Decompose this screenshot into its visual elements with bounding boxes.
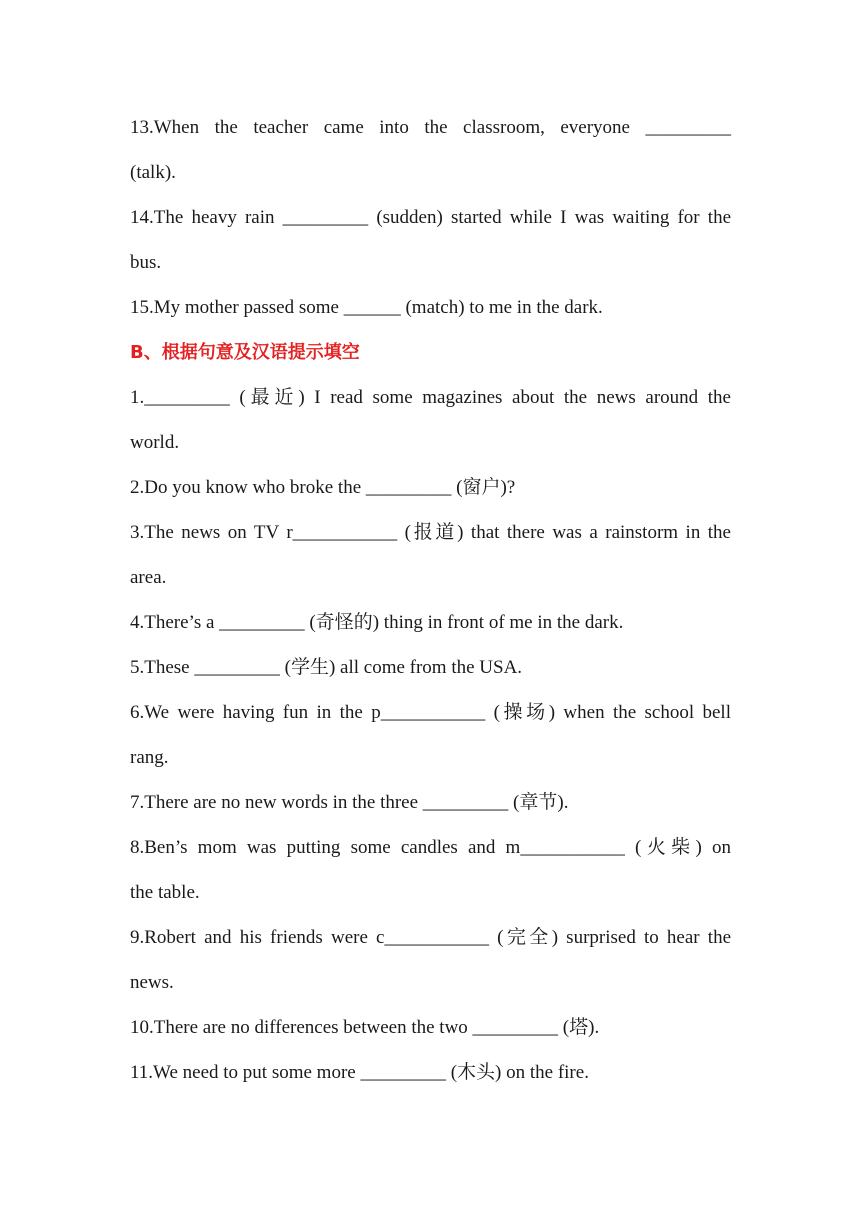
question-15	[130, 285, 731, 330]
question-b-3	[130, 510, 731, 600]
question-b-2	[130, 465, 731, 510]
question-line: 4.There’s a _________ (奇怪的) thing in front of me in the dark.	[130, 612, 624, 633]
question-line: world.	[130, 432, 180, 453]
question-line: 6.We were having fun in the p___________ (操场) when the school bell	[130, 702, 731, 723]
question-line: 5.These _________ (学生) all come from the USA.	[130, 657, 523, 678]
question-line: 8.Ben’s mom was putting some candles and m___________ (火柴) on	[130, 837, 731, 858]
question-line: rang.	[130, 747, 169, 768]
question-b-6	[130, 690, 731, 780]
question-b-5	[130, 645, 731, 690]
question-b-4	[130, 600, 731, 645]
question-line: area.	[130, 567, 167, 588]
question-b-1	[130, 375, 731, 465]
question-line: 9.Robert and his friends were c___________ (完全) surprised to hear the	[130, 927, 731, 948]
question-line: 3.The news on TV r___________ (报道) that there was a rainstorm in the	[130, 522, 731, 543]
question-line: news.	[130, 972, 174, 993]
question-line: (talk).	[130, 162, 176, 183]
question-line: 13.When the teacher came into the classroom, everyone _________	[130, 117, 731, 138]
question-line: 15.My mother passed some ______ (match) to me in the dark.	[130, 297, 603, 318]
question-b-10	[130, 1005, 731, 1050]
worksheet-page	[130, 105, 731, 1095]
question-line: bus.	[130, 252, 162, 273]
section-b-heading: B、根据句意及汉语提示填空	[130, 342, 360, 363]
question-b-7	[130, 780, 731, 825]
question-b-11	[130, 1050, 731, 1095]
question-13	[130, 105, 731, 195]
question-line: the table.	[130, 882, 200, 903]
question-14	[130, 195, 731, 285]
question-b-8	[130, 825, 731, 915]
question-line: 11.We need to put some more _________ (木头) on the fire.	[130, 1062, 589, 1083]
question-line: 14.The heavy rain _________ (sudden) started while I was waiting for the	[130, 207, 731, 228]
question-line: 2.Do you know who broke the _________ (窗户)?	[130, 477, 516, 498]
question-line: 1._________ (最近) I read some magazines about the news around the	[130, 387, 731, 408]
question-b-9	[130, 915, 731, 1005]
question-line: 10.There are no differences between the two _________ (塔).	[130, 1017, 600, 1038]
question-line: 7.There are no new words in the three _________ (章节).	[130, 792, 569, 813]
